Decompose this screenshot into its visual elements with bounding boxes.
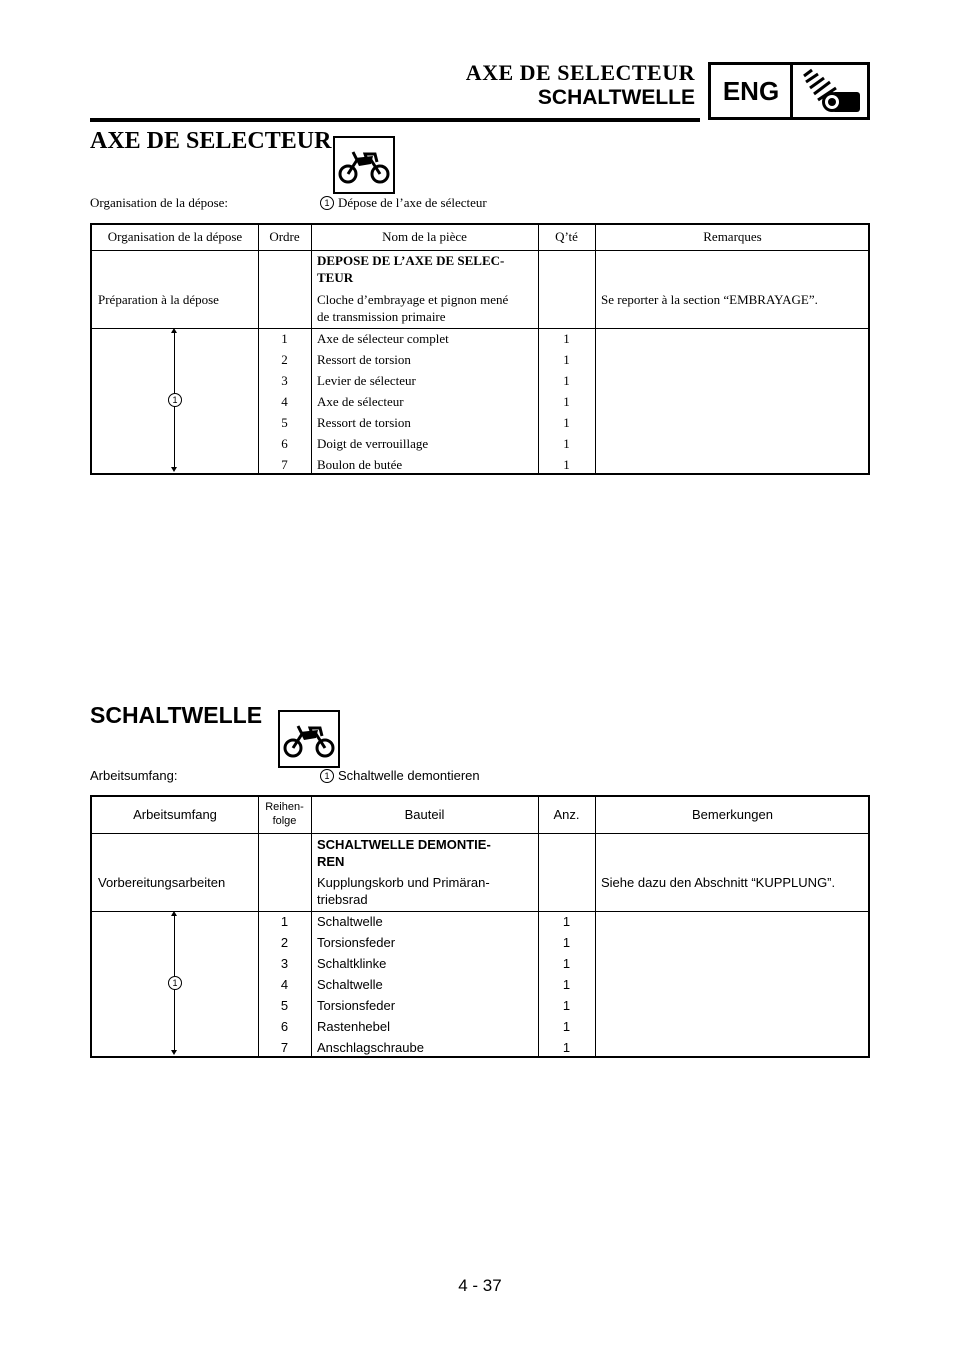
circled-number: 1	[320, 196, 334, 210]
table-de: Arbeitsumfang Reihen- folge Bauteil Anz. Bemerkungen SCHALTWELLE DEMONTIE- REN Vorbereitungsarbeiten Kupplungskorb und Primäran- triebsrad Siehe dazu den Abschnitt “KUPPLUNG”. 1 1 Schaltwelle 1 2 Torsionsfeder 1 3 Schaltklinke 1 4 Schaltwelle 1 5 Torsionsfeder 1 6 Rastenhebel 1 7 Anschlagschraube 1	[90, 795, 870, 1058]
prep-heading: DEPOSE DE L’AXE DE SELEC- TEUR	[317, 253, 505, 285]
scope-value-fr	[320, 195, 487, 211]
arrow-up-icon	[171, 911, 177, 916]
arrow-down-icon	[171, 467, 177, 472]
prep-label: Préparation à la dépose	[98, 292, 219, 307]
table-fr: Organisation de la dépose Ordre Nom de la pièce Q’té Remarques DEPOSE DE L’AXE DE SELEC- TEUR Préparation à la dépose Cloche d’embrayage et pignon mené de transmission primaire Se reporter à la section “EMBRAYAGE”. 1 1 Axe de sélecteur complet 1 2 Ressort de torsion 1 3 Levier de sélecteur 1 4 Axe de sélecteur 1 5 Ressort de torsion 1 6 Doigt de verrouillage 1 7 Boulon de butée 1	[90, 223, 870, 475]
col-header: Anz.	[553, 807, 580, 822]
col-header: Bemerkungen	[692, 807, 773, 822]
scope-text: Schaltwelle demontieren	[338, 768, 480, 783]
scope-label-de: Arbeitsumfang:	[90, 768, 178, 783]
page-number: 4 - 37	[458, 1276, 502, 1295]
section-title-fr: AXE DE SELECTEUR	[90, 128, 332, 154]
prep-label: Vorbereitungsarbeiten	[98, 875, 226, 890]
prep-part: Cloche d’embrayage et pignon mené de transmission primaire	[317, 292, 509, 324]
engine-spring-icon	[796, 66, 866, 121]
header-rule	[90, 118, 700, 122]
col-header: Q’té	[555, 229, 578, 244]
col-header: Ordre	[269, 229, 300, 244]
scope-label-fr: Organisation de la dépose:	[90, 195, 229, 210]
col-header: Organisation de la dépose	[107, 229, 243, 244]
bracket-number: 1	[168, 393, 182, 407]
scope-value-de	[320, 768, 480, 783]
col-header: Bauteil	[404, 807, 445, 822]
col-header: Nom de la pièce	[382, 229, 467, 244]
circled-number: 1	[320, 769, 334, 783]
section-badge-label: ENG	[722, 76, 780, 106]
prep-part: Kupplungskorb und Primäran- triebsrad	[317, 875, 490, 907]
prep-heading: SCHALTWELLE DEMONTIE- REN	[317, 837, 491, 869]
col-header: Reihen- folge	[265, 801, 304, 827]
scope-text: Dépose de l’axe de sélecteur	[338, 195, 487, 210]
dirt-bike-icon	[333, 136, 395, 194]
col-header: Arbeitsumfang	[133, 807, 217, 822]
arrow-up-icon	[171, 328, 177, 333]
header-title-fr: AXE DE SELECTEUR	[465, 60, 695, 85]
prep-remark: Siehe dazu den Abschnitt “KUPPLUNG”.	[601, 875, 836, 890]
header-title-de: SCHALTWELLE	[537, 86, 695, 109]
bracket-number: 1	[168, 976, 182, 990]
col-header: Remarques	[703, 229, 762, 244]
dirt-bike-icon	[278, 710, 340, 768]
section-title-de: SCHALTWELLE	[90, 702, 263, 728]
badge-divider	[790, 62, 793, 120]
arrow-down-icon	[171, 1050, 177, 1055]
prep-remark: Se reporter à la section “EMBRAYAGE”.	[601, 292, 818, 307]
